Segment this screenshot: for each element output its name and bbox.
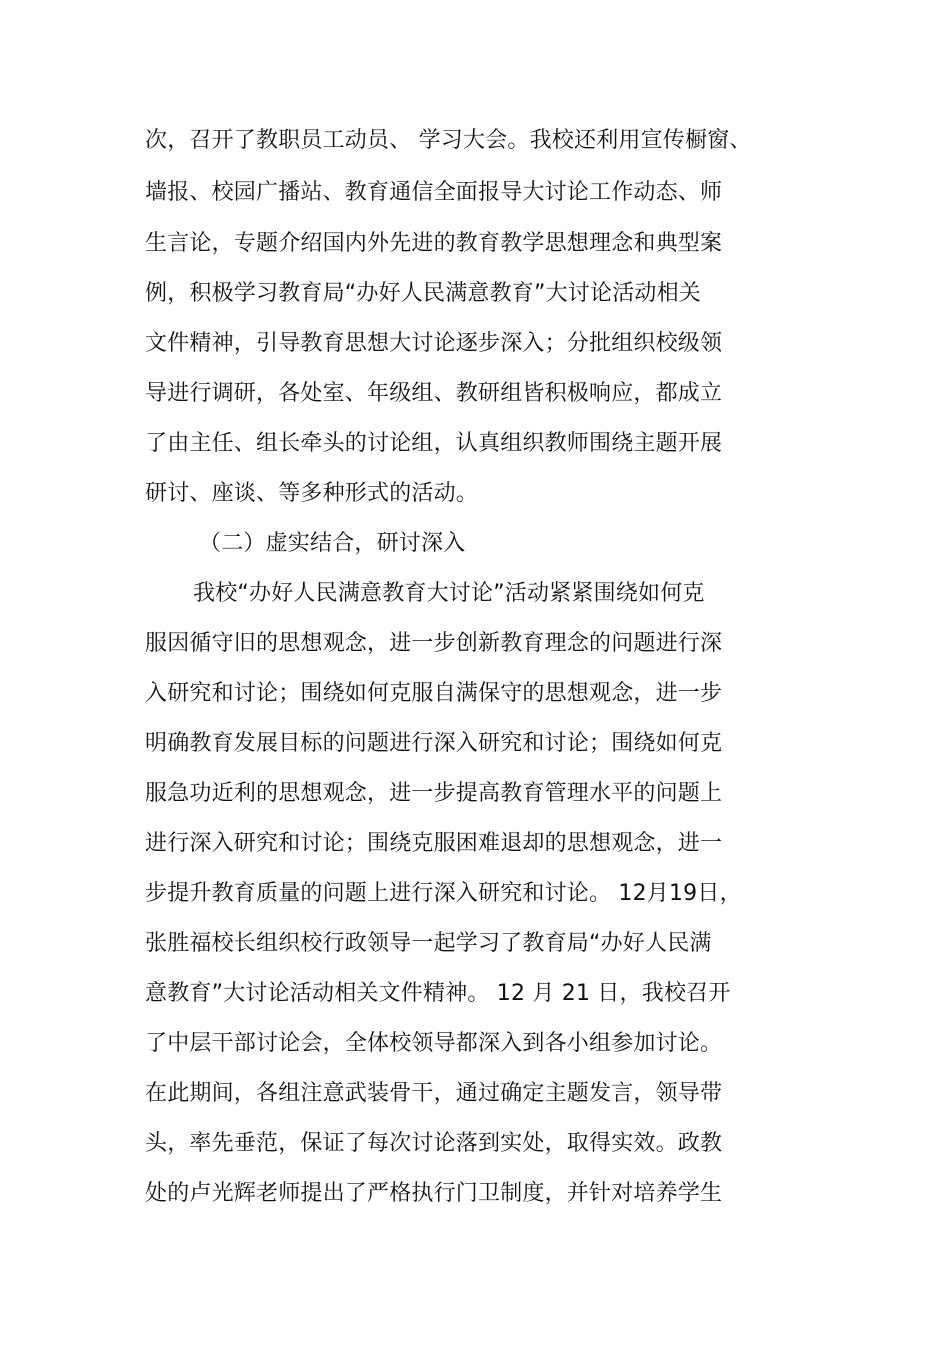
text-line: 服因循守旧的思想观念，进一步创新教育理念的问题进行深 [145, 631, 723, 656]
text-line: 研讨、座谈、等多种形式的活动。 [145, 481, 479, 506]
text-line: 张胜福校长组织校行政领导一起学习了教育局“办好人民满 [145, 931, 712, 956]
text-line: 生言论，专题介绍国内外先进的教育教学思想理念和典型案 [145, 231, 723, 256]
text-line: 例，积极学习教育局“办好人民满意教育”大讨论活动相关 [145, 281, 701, 306]
text-line: 头，率先垂范，保证了每次讨论落到实处，取得实效。政教 [145, 1131, 723, 1156]
text-line: 文件精神，引导教育思想大讨论逐步深入；分批组织校级领 [145, 331, 723, 356]
text-line: 了由主任、组长牵头的讨论组，认真组织教师围绕主题开展 [145, 431, 723, 456]
text-line: 明确教育发展目标的问题进行深入研究和讨论；围绕如何克 [145, 731, 723, 756]
text-line: 次，召开了教职员工动员、 学习大会。我校还利用宣传橱窗、 [145, 128, 752, 153]
section-heading: （二）虚实结合，研讨深入 [199, 531, 466, 556]
text-line: 了中层干部讨论会，全体校领导都深入到各小组参加讨论。 [145, 1031, 723, 1056]
text-line: 进行深入研究和讨论；围绕克服困难退却的思想观念，进一 [145, 831, 723, 856]
text-line: 处的卢光辉老师提出了严格执行门卫制度，并针对培养学生 [145, 1181, 723, 1206]
text-line: 步提升教育质量的问题上进行深入研究和讨论。 12月19日， [145, 881, 742, 906]
text-line: 我校“办好人民满意教育大讨论”活动紧紧围绕如何克 [193, 581, 705, 606]
text-line: 服急功近利的思想观念，进一步提高教育管理水平的问题上 [145, 781, 723, 806]
text-line: 在此期间，各组注意武装骨干，通过确定主题发言，领导带 [145, 1081, 723, 1106]
text-line: 导进行调研，各处室、年级组、教研组皆积极响应，都成立 [145, 381, 723, 406]
text-line: 意教育”大讨论活动相关文件精神。 12 月 21 日，我校召开 [145, 981, 731, 1006]
text-line: 墙报、校园广播站、教育通信全面报导大讨论工作动态、师 [145, 180, 723, 205]
text-line: 入研究和讨论；围绕如何克服自满保守的思想观念，进一步 [145, 681, 723, 706]
